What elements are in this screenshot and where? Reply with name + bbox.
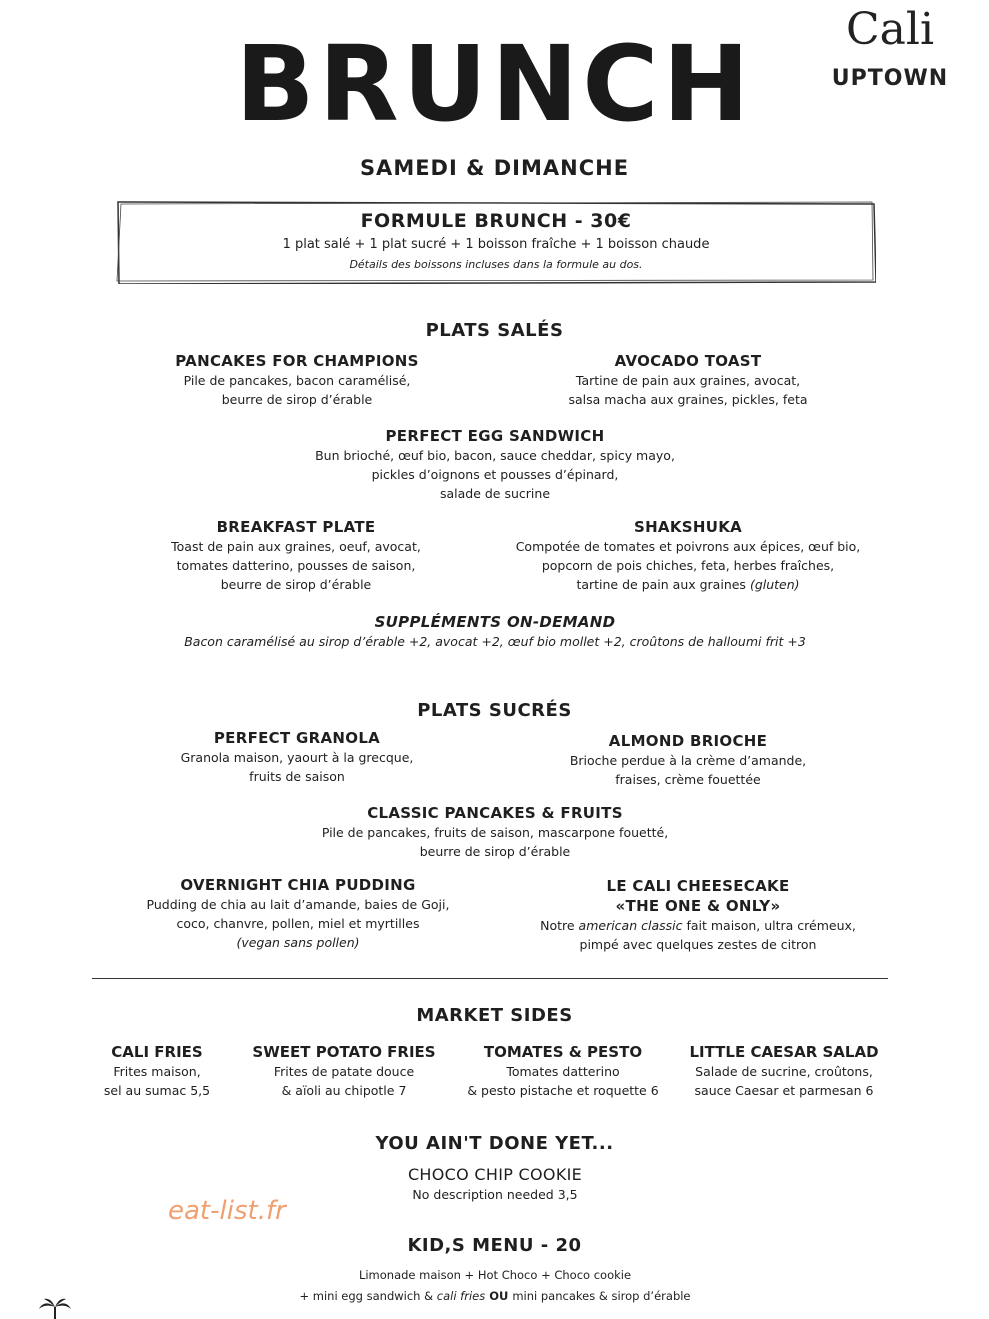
- item-desc-bold: OU: [485, 1289, 513, 1303]
- menu-item-almond-brioche: [528, 731, 848, 789]
- section-title-plats-sales: PLATS SALÉS: [425, 320, 564, 341]
- menu-item-cali-cheesecake: [508, 876, 888, 954]
- section-title-plats-sucres: PLATS SUCRÉS: [417, 700, 572, 721]
- item-desc-line: popcorn de pois chiches, feta, herbes fraîches,: [541, 558, 835, 573]
- section-title-market-sides: MARKET SIDES: [416, 1005, 573, 1026]
- item-desc-line: coco, chanvre, pollen, miel et myrtilles: [176, 916, 420, 931]
- side-item-little-caesar-salad: [669, 1042, 899, 1100]
- page-title: BRUNCH: [235, 23, 754, 145]
- side-item-sweet-potato-fries: [229, 1042, 459, 1100]
- menu-item-shakshuka: [488, 517, 888, 594]
- item-desc-line: tomates datterino, pousses de saison,: [176, 558, 416, 573]
- item-desc-italic: cali fries: [436, 1289, 486, 1303]
- item-name: PANCAKES FOR CHAMPIONS: [175, 352, 419, 370]
- item-name: LITTLE CAESAR SALAD: [689, 1043, 879, 1061]
- item-desc-line: pimpé avec quelques zestes de citron: [579, 937, 817, 952]
- item-name: LE CALI CHEESECAKE: [606, 877, 790, 895]
- menu-item-kids-menu: [145, 1265, 845, 1307]
- item-name: CLASSIC PANCAKES & FRUITS: [367, 804, 623, 822]
- menu-item-breakfast-plate: [126, 517, 466, 594]
- logo-text-uptown: UPTOWN: [831, 66, 949, 91]
- item-name-subtitle: «THE ONE & ONLY»: [615, 897, 781, 915]
- watermark-text: eat-list.fr: [168, 1196, 286, 1226]
- item-desc-text: tartine de pain aux graines: [576, 577, 746, 592]
- item-desc-line: Frites de patate douce: [273, 1064, 415, 1079]
- item-desc-line: [508, 916, 888, 935]
- item-desc-line: Brioche perdue à la crème d’amande,: [569, 753, 807, 768]
- item-desc-text: fait maison, ultra crémeux,: [682, 918, 856, 933]
- item-desc-italic: (gluten): [749, 577, 800, 592]
- side-item-tomates-pesto: [448, 1042, 678, 1100]
- item-desc-line: Granola maison, yaourt à la grecque,: [180, 750, 414, 765]
- item-desc-line: Pile de pancakes, bacon caramélisé,: [183, 373, 411, 388]
- item-desc-line: beurre de sirop d’érable: [221, 392, 373, 407]
- item-desc-line: fruits de saison: [249, 769, 345, 784]
- item-desc-text: Notre: [540, 918, 579, 933]
- item-name: SWEET POTATO FRIES: [252, 1043, 436, 1061]
- menu-item-choco-chip-cookie: [245, 1165, 745, 1204]
- item-name: BREAKFAST PLATE: [216, 518, 376, 536]
- item-desc-line: Pudding de chia au lait d’amande, baies de Goji,: [146, 897, 450, 912]
- item-desc-line: & aïoli au chipotle 7: [281, 1083, 407, 1098]
- item-desc-line: salade de sucrine: [439, 486, 551, 501]
- item-desc-italic: american classic: [578, 918, 683, 933]
- item-name: SHAKSHUKA: [633, 518, 743, 536]
- item-name: ALMOND BRIOCHE: [608, 732, 768, 750]
- item-desc-line: Salade de sucrine, croûtons,: [695, 1064, 873, 1079]
- formule-box: [116, 200, 876, 284]
- menu-item-pancakes-for-champions: [137, 351, 457, 409]
- item-desc-line: Tartine de pain aux graines, avocat,: [575, 373, 801, 388]
- section-title-kids-menu: KID,S MENU - 20: [407, 1235, 582, 1256]
- item-desc-line: Bun brioché, œuf bio, bacon, sauce cheddar, spicy mayo,: [315, 448, 675, 463]
- item-desc-line: Toast de pain aux graines, oeuf, avocat,: [171, 539, 421, 554]
- formule-description: 1 plat salé + 1 plat sucré + 1 boisson fraîche + 1 boisson chaude: [282, 237, 710, 252]
- item-desc-text: + mini egg sandwich &: [299, 1289, 437, 1303]
- item-desc-line: No description needed 3,5: [412, 1187, 578, 1202]
- menu-item-supplements: [95, 612, 895, 651]
- item-desc-line: Tomates datterino: [506, 1064, 620, 1079]
- item-desc-line: Limonade maison + Hot Choco + Choco cookie: [358, 1268, 632, 1282]
- item-name: OVERNIGHT CHIA PUDDING: [180, 876, 416, 894]
- item-name: SUPPLÉMENTS ON-DEMAND: [374, 613, 616, 631]
- item-name: CHOCO CHIP COOKIE: [407, 1165, 583, 1184]
- menu-item-avocado-toast: [528, 351, 848, 409]
- palm-tree-icon: [38, 1297, 72, 1319]
- item-desc-line: [488, 575, 888, 594]
- item-desc-line: Frites maison,: [113, 1064, 201, 1079]
- item-name: PERFECT GRANOLA: [213, 729, 381, 747]
- formule-title: FORMULE BRUNCH - 30€: [360, 210, 632, 232]
- item-desc-line: fraises, crème fouettée: [615, 772, 761, 787]
- menu-item-perfect-granola: [137, 728, 457, 786]
- section-title-dessert: YOU AIN'T DONE YET...: [375, 1133, 614, 1154]
- item-desc-line: sauce Caesar et parmesan 6: [694, 1083, 874, 1098]
- item-name: TOMATES & PESTO: [483, 1043, 643, 1061]
- item-desc-line: (vegan sans pollen): [236, 935, 360, 950]
- item-desc-line: [145, 1286, 845, 1307]
- item-desc-line: Compotée de tomates et poivrons aux épices, œuf bio,: [515, 539, 861, 554]
- item-name: AVOCADO TOAST: [614, 352, 762, 370]
- page-subtitle: SAMEDI & DIMANCHE: [359, 156, 630, 180]
- item-desc-text: mini pancakes & sirop d’érable: [512, 1289, 691, 1303]
- item-desc-line: salsa macha aux graines, pickles, feta: [568, 392, 808, 407]
- item-desc-line: Bacon caramélisé au sirop d’érable +2, avocat +2, œuf bio mollet +2, croûtons de halloumi frit +3: [184, 634, 806, 649]
- section-divider: [92, 978, 888, 979]
- item-desc-line: Pile de pancakes, fruits de saison, mascarpone fouetté,: [321, 825, 669, 840]
- menu-item-perfect-egg-sandwich: [245, 426, 745, 503]
- formule-note: Détails des boissons incluses dans la formule au dos.: [349, 258, 643, 271]
- item-desc-line: beurre de sirop d’érable: [419, 844, 571, 859]
- menu-item-overnight-chia-pudding: [118, 875, 478, 952]
- logo-text-cali: Cali: [845, 4, 935, 55]
- menu-item-classic-pancakes: [245, 803, 745, 861]
- item-name: PERFECT EGG SANDWICH: [385, 427, 605, 445]
- item-desc-line: sel au sumac 5,5: [103, 1083, 211, 1098]
- item-name: CALI FRIES: [111, 1043, 203, 1061]
- item-desc-line: & pesto pistache et roquette 6: [467, 1083, 659, 1098]
- item-desc-line: beurre de sirop d’érable: [220, 577, 372, 592]
- item-desc-line: pickles d’oignons et pousses d’épinard,: [371, 467, 619, 482]
